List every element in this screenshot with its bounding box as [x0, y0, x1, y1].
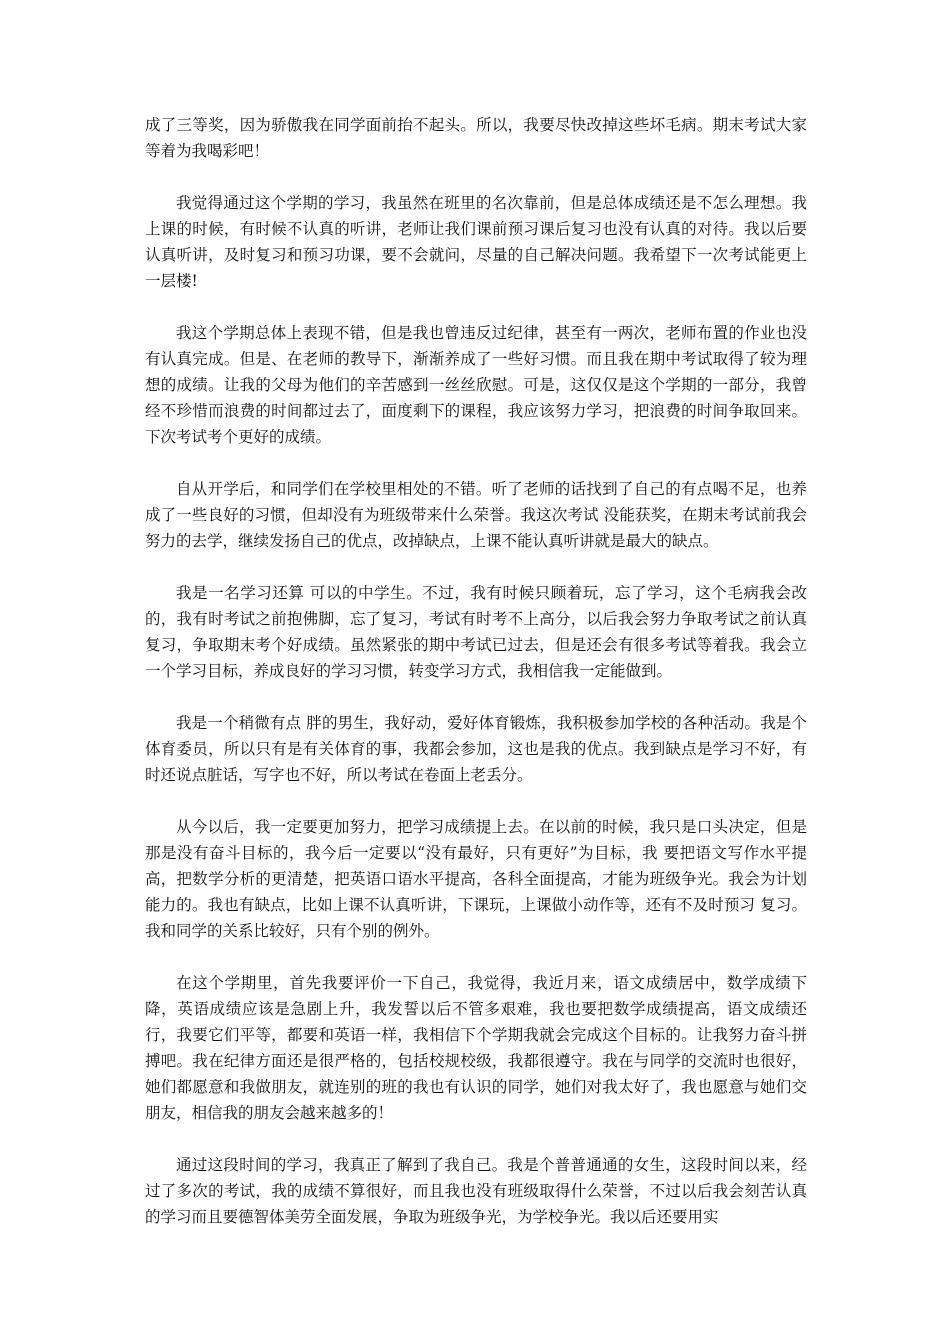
document-page [145, 112, 807, 1256]
paragraph-6: 我是一个稍微有点 胖的男生，我好动，爱好体育锻炼，我积极参加学校的各种活动。我是个体育委员，所以只有是有关体育的事，我都会参加，这也是我的优点。我到缺点是学习不好，有时还说点脏话，写字也不好，所以考试在卷面上老丢分。 [145, 714, 807, 784]
paragraph-5: 我是一名学习还算 可以的中学生。不过，我有时候只顾着玩，忘了学习，这个毛病我会改的，我有时考试之前抱佛脚，忘了复习，考试有时考不上高分，以后我会努力争取考试之前认真复习，争取期末考个好成绩。虽然紧张的期中考试已过去，但是还会有很多考试等着我。我会立一个学习目标，养成良好的学习习惯，转变学习方式，我相信我一定能做到。 [145, 584, 807, 680]
paragraph-7: 从今以后，我一定要更加努力，把学习成绩提上去。在以前的时候，我只是口头决定，但是那是没有奋斗目标的，我今后一定要以“没有最好，只有更好”为目标，我 要把语文写作水平提高，把数学分析的更清楚，把英语口语水平提高，各科全面提高，才能为班级争光。我会为计划能力的。我也有缺点，比如上课不认真听讲，下课玩，上课做小动作等，还有不及时预习 复习。我和同学的关系比较好，只有个别的例外。 [145, 818, 807, 940]
paragraph-2: 我觉得通过这个学期的学习，我虽然在班里的名次靠前，但是总体成绩还是不怎么理想。我上课的时候，有时候不认真的听讲，老师让我们课前预习课后复习也没有认真的对待。我以后要认真听讲，及时复习和预习功课，要不会就问，尽量的自己解决问题。我希望下一次考试能更上一层楼! [145, 194, 807, 290]
paragraph-9: 通过这段时间的学习，我真正了解到了我自己。我是个普普通通的女生，这段时间以来，经过了多次的考试，我的成绩不算很好，而且我也没有班级取得什么荣誉，不过以后我会刻苦认真的学习而且要德智体美劳全面发展，争取为班级争光，为学校争光。我以后还要用实 [145, 1156, 807, 1226]
paragraph-8: 在这个学期里，首先我要评价一下自己，我觉得，我近月来，语文成绩居中，数学成绩下降，英语成绩应该是急剧上升，我发誓以后不管多艰难，我也要把数学成绩提高，语文成绩还行，我要它们平等，都要和英语一样，我相信下个学期我就会完成这个目标的。让我努力奋斗拼搏吧。我在纪律方面还是很严格的，包括校规校级，我都很遵守。我在与同学的交流时也很好，她们都愿意和我做朋友，就连别的班的我也有认识的同学，她们对我太好了，我也愿意与她们交朋友，相信我的朋友会越来越多的！ [145, 974, 807, 1122]
paragraph-1: 成了三等奖，因为骄傲我在同学面前抬不起头。所以，我要尽快改掉这些坏毛病。期末考试大家等着为我喝彩吧！ [145, 116, 807, 160]
paragraph-3: 我这个学期总体上表现不错，但是我也曾违反过纪律，甚至有一两次，老师布置的作业也没有认真完成。但是、在老师的教导下，渐渐养成了一些好习惯。而且我在期中考试取得了较为理想的成绩。让我的父母为他们的辛苦感到一丝丝欣慰。可是，这仅仅是这个学期的一部分，我曾经不珍惜而浪费的时间都过去了，面度剩下的课程，我应该努力学习，把浪费的时间争取回来。下次考试考个更好的成绩。 [145, 324, 807, 446]
paragraph-4: 自从开学后，和同学们在学校里相处的不错。听了老师的话找到了自己的有点喝不足，也养成了一些良好的习惯，但却没有为班级带来什么荣誉。我这次考试 没能获奖，在期末考试前我会努力的去学，继续发扬自己的优点，改掉缺点，上课不能认真听讲就是最大的缺点。 [145, 480, 807, 550]
